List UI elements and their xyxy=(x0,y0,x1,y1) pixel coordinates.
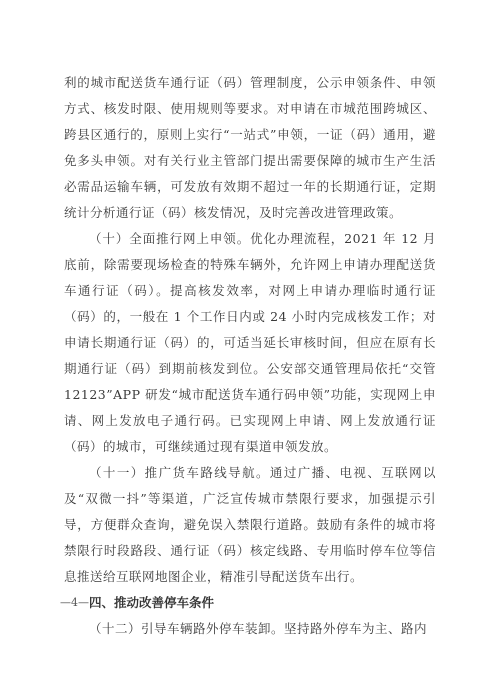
document-body xyxy=(64,70,436,642)
page-number: —4— xyxy=(60,596,89,609)
paragraph-off-road-parking: （十二）引导车辆路外停车装卸。坚持路外停车为主、路内 xyxy=(89,621,428,636)
section-heading-parking: 四、推动改善停车条件 xyxy=(89,595,215,610)
paragraph-continuation: 利的城市配送货车通行证（码）管理制度，公示申领条件、申领方式、核发时限、使用规则等要求。对申请在市城范围跨城区、跨县区通行的，原则上实行“一站式”申领，一证（码）通用，避免多头申领。对有关行业主管部门提出需要保障的城市生产生活必需品运输车辆，可发放有效期不超过一年的长期通行证，定期统计分析通行证（码）核发情况，及时完善改进管理政策。 xyxy=(64,75,436,220)
paragraph-route-navigation: （十一）推广货车路线导航。通过广播、电视、互联网以及“双微一抖”等渠道，广泛宣传城市禁限行要求，加强提示引导，方便群众查询，避免误入禁限行道路。鼓励有条件的城市将禁限行时段路段、通行证（码）核定线路、专用临时停车位等信息推送给互联网地图企业，精准引导配送货车出行。 xyxy=(64,465,436,584)
paragraph-online-application: （十）全面推行网上申领。优化办理流程，2021 年 12 月底前，除需要现场检查的特殊车辆外，允许网上申请办理配送货车通行证（码）。提高核发效率，对网上申请办理临时通行证（码）的，一般在 1 个工作日内或 24 小时内完成核发工作；对申请长期通行证（码）的，可适当延长审核时间，但应在原有长期通行证（码）到期前核发到位。公安部交通管理局依托“交管12123”APP 研发“城市配送货车通行码申领”功能，实现网上申请、网上发放电子通行码。已实现网上申请、网上发放通行证（码）的城市，可继续通过现有渠道申领发放。 xyxy=(64,231,436,454)
